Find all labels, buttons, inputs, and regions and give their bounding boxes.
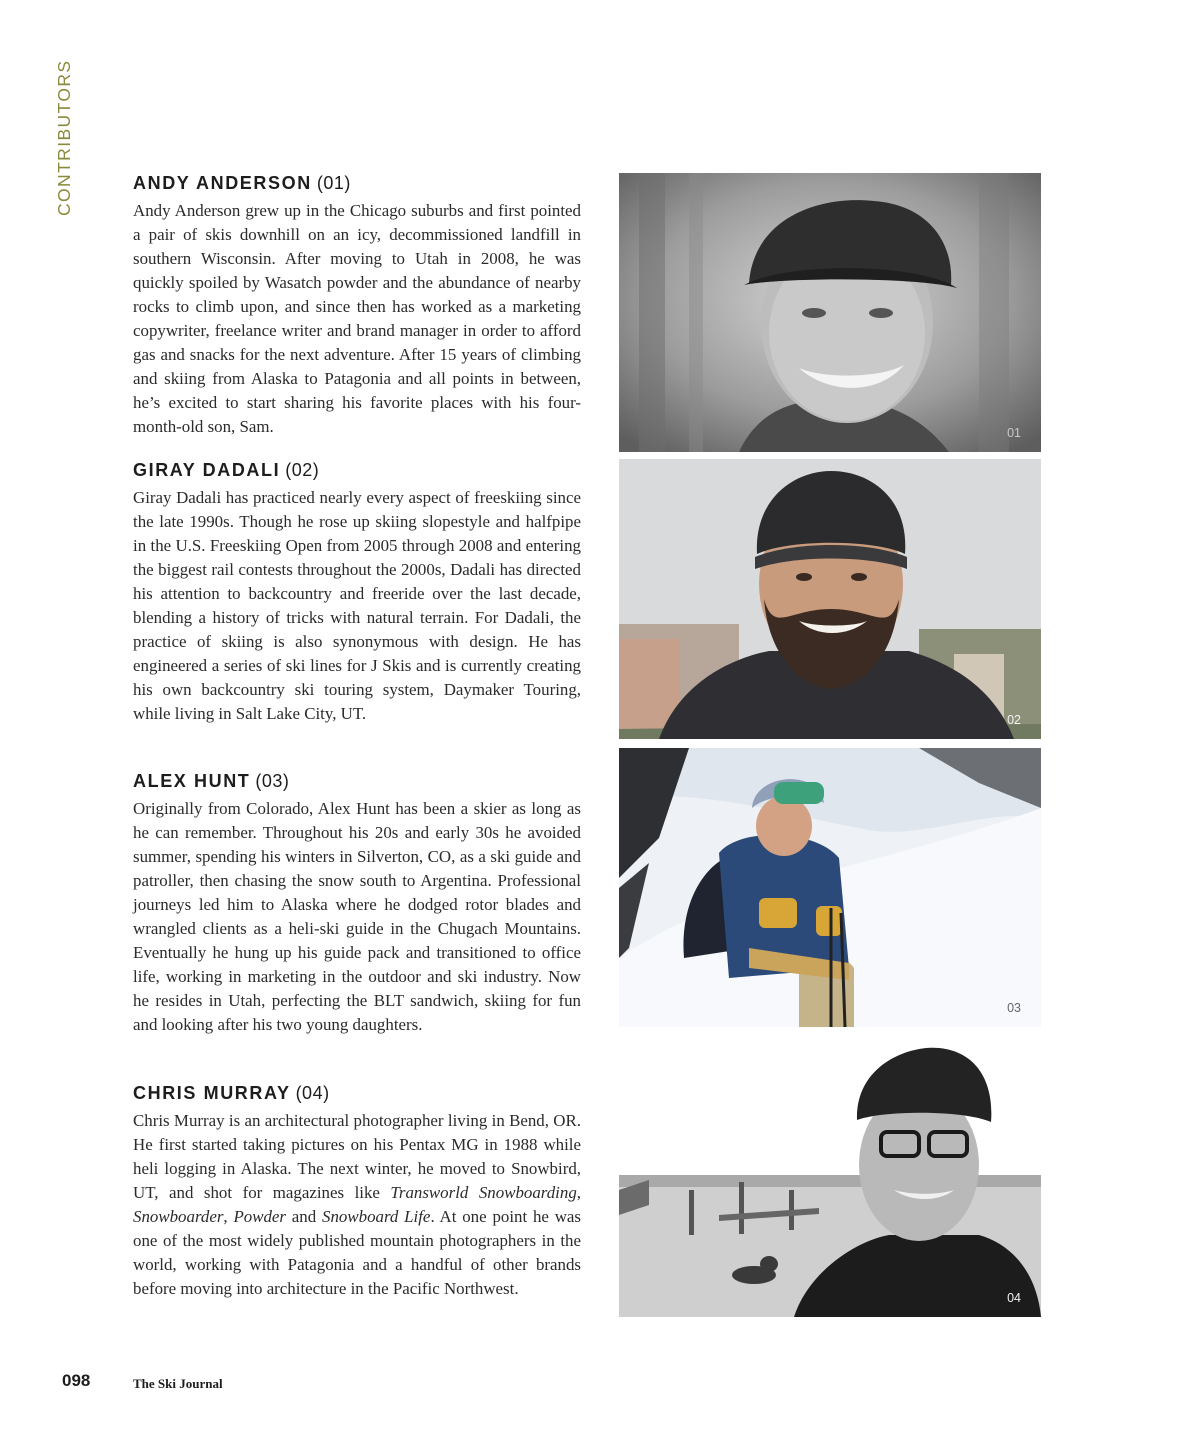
contributor-heading xyxy=(133,458,581,482)
contributor-photo-04 xyxy=(619,1040,1041,1317)
page-number: 098 xyxy=(62,1371,91,1390)
contributor-bio-text: Originally from Colorado, Alex Hunt has been a skier as long as he can remember. Throughout his 20s and early 30s he avoided summer, spending his winters in Silverton, CO, as a ski guide and patroller, then chasing the snow south to Argentina. Professional journeys led him to Alaska where he dodged rotor blades and wrangled clients as a heli-ski guide in the Chugach Mountains. Eventually he hung up his guide pack and transitioned to office life, working in marketing in the outdoor and ski industry. Now he resides in Utah, perfecting the BLT sandwich, skiing for fun and looking after his two young daughters. xyxy=(133,799,581,1034)
section-label: CONTRIBUTORS xyxy=(54,59,74,216)
contributor-name: CHRIS MURRAY xyxy=(133,1083,291,1103)
contributor-bio-03 xyxy=(133,769,581,1037)
contributor-number: (04) xyxy=(295,1083,330,1103)
contributor-photo-01 xyxy=(619,173,1041,452)
photo-number: 03 xyxy=(1007,1001,1021,1015)
portrait-image xyxy=(619,1040,1041,1317)
contributor-name: GIRAY DADALI xyxy=(133,460,281,480)
contributor-heading xyxy=(133,171,581,195)
contributor-bio-text: Andy Anderson grew up in the Chicago suburbs and first pointed a pair of skis downhill on an icy, decommissioned landfill in southern Wisconsin. After moving to Utah in 2008, he was quickly spoiled by Wasatch powder and the abundance of nearby rocks to climb upon, and since then has worked as a marketing copywriter, freelance writer and brand manager in order to afford gas and snacks for the next adventure. After 15 years of climbing and skiing from Alaska to Patagonia and all points in between, he’s excited to start sharing his favorite places with his four-month-old son, Sam. xyxy=(133,201,581,436)
photo-number: 02 xyxy=(1007,713,1021,727)
contributor-photo-03 xyxy=(619,748,1041,1027)
contributor-photo-02 xyxy=(619,459,1041,739)
contributor-bio-text: Chris Murray is an architectural photographer living in Bend, OR. He first started taking pictures on his Pentax MG in 1988 while heli logging in Alaska. The next winter, he moved to Snowbird, UT, and shot for magazines like Transworld Snowboarding, Snowboarder, Powder and Snowboard Life. At one point he was one of the most widely published mountain photographers in the world, working with Patagonia and a handful of other brands before moving into architecture in the Pacific Northwest. xyxy=(133,1111,582,1298)
portrait-image xyxy=(619,459,1041,739)
contributor-number: (03) xyxy=(255,771,290,791)
contributor-bio-04 xyxy=(133,1081,581,1301)
photo-number: 04 xyxy=(1007,1291,1021,1305)
contributor-bio-02 xyxy=(133,458,581,726)
contributor-bio-01 xyxy=(133,171,581,439)
contributor-number: (01) xyxy=(316,173,351,193)
contributor-heading xyxy=(133,1081,581,1105)
publication-name: The Ski Journal xyxy=(133,1376,223,1391)
contributor-name: ANDY ANDERSON xyxy=(133,173,312,193)
contributor-bio-text: Giray Dadali has practiced nearly every aspect of freeskiing since the late 1990s. Though he rose up skiing slopestyle and halfpipe in the U.S. Freeskiing Open from 2005 through 2008 and entering the biggest rail contests throughout the 2000s, Dadali has directed his attention to backcountry and freeride over the last decade, blending a history of tricks with natural terrain. For Dadali, the practice of skiing is also synonymous with design. He has engineered a series of ski lines for J Skis and is currently creating his own backcountry ski touring system, Daymaker Touring, while living in Salt Lake City, UT. xyxy=(133,488,581,723)
landscape-image xyxy=(619,748,1041,1027)
portrait-image xyxy=(619,173,1041,452)
contributor-number: (02) xyxy=(285,460,320,480)
contributor-name: ALEX HUNT xyxy=(133,771,251,791)
photo-number: 01 xyxy=(1007,426,1021,440)
contributor-heading xyxy=(133,769,581,793)
